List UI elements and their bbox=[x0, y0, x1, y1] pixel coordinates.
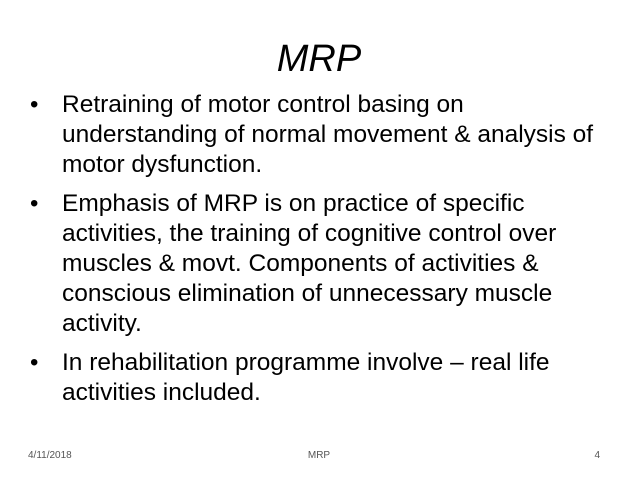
bullet-icon: • bbox=[30, 348, 39, 376]
bullet-item bbox=[30, 348, 615, 408]
footer-date: 4/11/2018 bbox=[28, 450, 72, 461]
footer-page-number: 4 bbox=[594, 450, 600, 461]
bullet-text: Retraining of motor control basing on understanding of normal movement & analysis of motor dysfunction. bbox=[62, 91, 594, 179]
bullet-text: In rehabilitation programme involve – real life activities included. bbox=[62, 348, 550, 406]
bullet-text: Emphasis of MRP is on practice of specific activities, the training of cognitive control over muscles & movt. Components of activities & conscious elimination of unnecessary muscle activity. bbox=[62, 189, 557, 338]
bullet-icon: • bbox=[30, 91, 39, 118]
bullet-icon: • bbox=[30, 189, 39, 217]
slide-title: MRP bbox=[276, 38, 362, 80]
bullet-item bbox=[30, 90, 615, 181]
bullet-item bbox=[30, 189, 615, 340]
footer-title: MRP bbox=[307, 450, 331, 461]
bullet-list bbox=[30, 90, 615, 416]
